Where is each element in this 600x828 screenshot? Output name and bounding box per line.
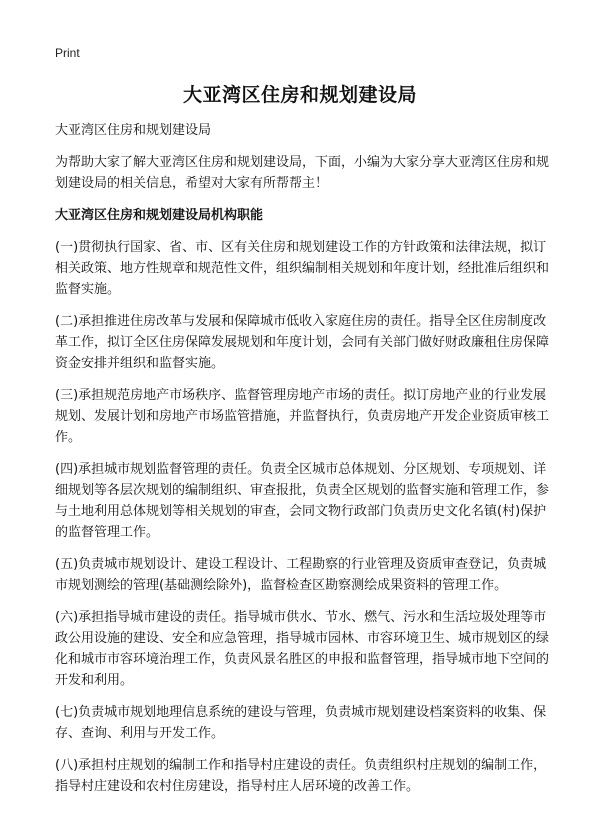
duty-item-7: (七)负责城市规划地理信息系统的建设与管理，负责城市规划建设档案资料的收集、保存、查询、利用与开发工作。 xyxy=(55,705,547,741)
subtitle: 大亚湾区住房和规划建设局 xyxy=(55,123,212,138)
duty-item-2: (二)承担推进住房改革与发展和保障城市低收入家庭住房的责任。指导全区住房制度改革工作，拟订全区住房保障发展规划和年度计划，会同有关部门做好财政廉租住房保障资金安排并组织和监督实施。 xyxy=(55,314,550,371)
duty-item-8: (八)承担村庄规划的编制工作和指导村庄建设的责任。负责组织村庄规划的编制工作，指导村庄建设和农村住房建设，指导村庄人居环境的改善工作。 xyxy=(55,758,547,794)
duty-item-4: (四)承担城市规划监督管理的责任。负责全区城市总体规划、分区规划、专项规划、详细规划等各层次规划的编制组织、审查报批，负责全区规划的监督实施和管理工作，参与土地利用总体规划等相关规划的审查，会同文物行政部门负责历史文化名镇(村)保护的监督管理工作。 xyxy=(55,462,550,540)
intro-paragraph: 为帮助大家了解大亚湾区住房和规划建设局，下面，小编为大家分享大亚湾区住房和规划建设局的相关信息，希望对大家有所帮帮主！ xyxy=(55,155,550,191)
duty-item-1: (一)贯彻执行国家、省、市、区有关住房和规划建设工作的方针政策和法律法规，拟订相关政策、地方性规章和规范性文件，组织编制相关规划和年度计划，经批准后组织和监督实施。 xyxy=(55,240,550,297)
document-body xyxy=(55,120,551,808)
duty-item-5: (五)负责城市规划设计、建设工程设计、工程勘察的行业管理及资质审查登记，负责城市规划测绘的管理(基础测绘除外)，监督检查区勘察测绘成果资料的管理工作。 xyxy=(55,557,547,593)
duty-item-3: (三)承担规范房地产市场秩序、监督管理房地产市场的责任。拟订房地产业的行业发展规划、发展计划和房地产市场监管措施，并监督执行，负责房地产开发企业资质审核工作。 xyxy=(55,388,550,445)
page-title: 大亚湾区住房和规划建设局 xyxy=(182,84,417,106)
print-label: Print xyxy=(55,46,80,60)
duty-item-6: (六)承担指导城市建设的责任。指导城市供水、节水、燃气、污水和生活垃圾处理等市政公用设施的建设、安全和应急管理，指导城市园林、市容环境卫生、城市规划区的绿化和城市市容环境治理工作，负责风景名胜区的申报和监督管理，指导城市地下空间的开发和利用。 xyxy=(55,610,550,688)
section-heading: 大亚湾区住房和规划建设局机构职能 xyxy=(55,208,264,223)
